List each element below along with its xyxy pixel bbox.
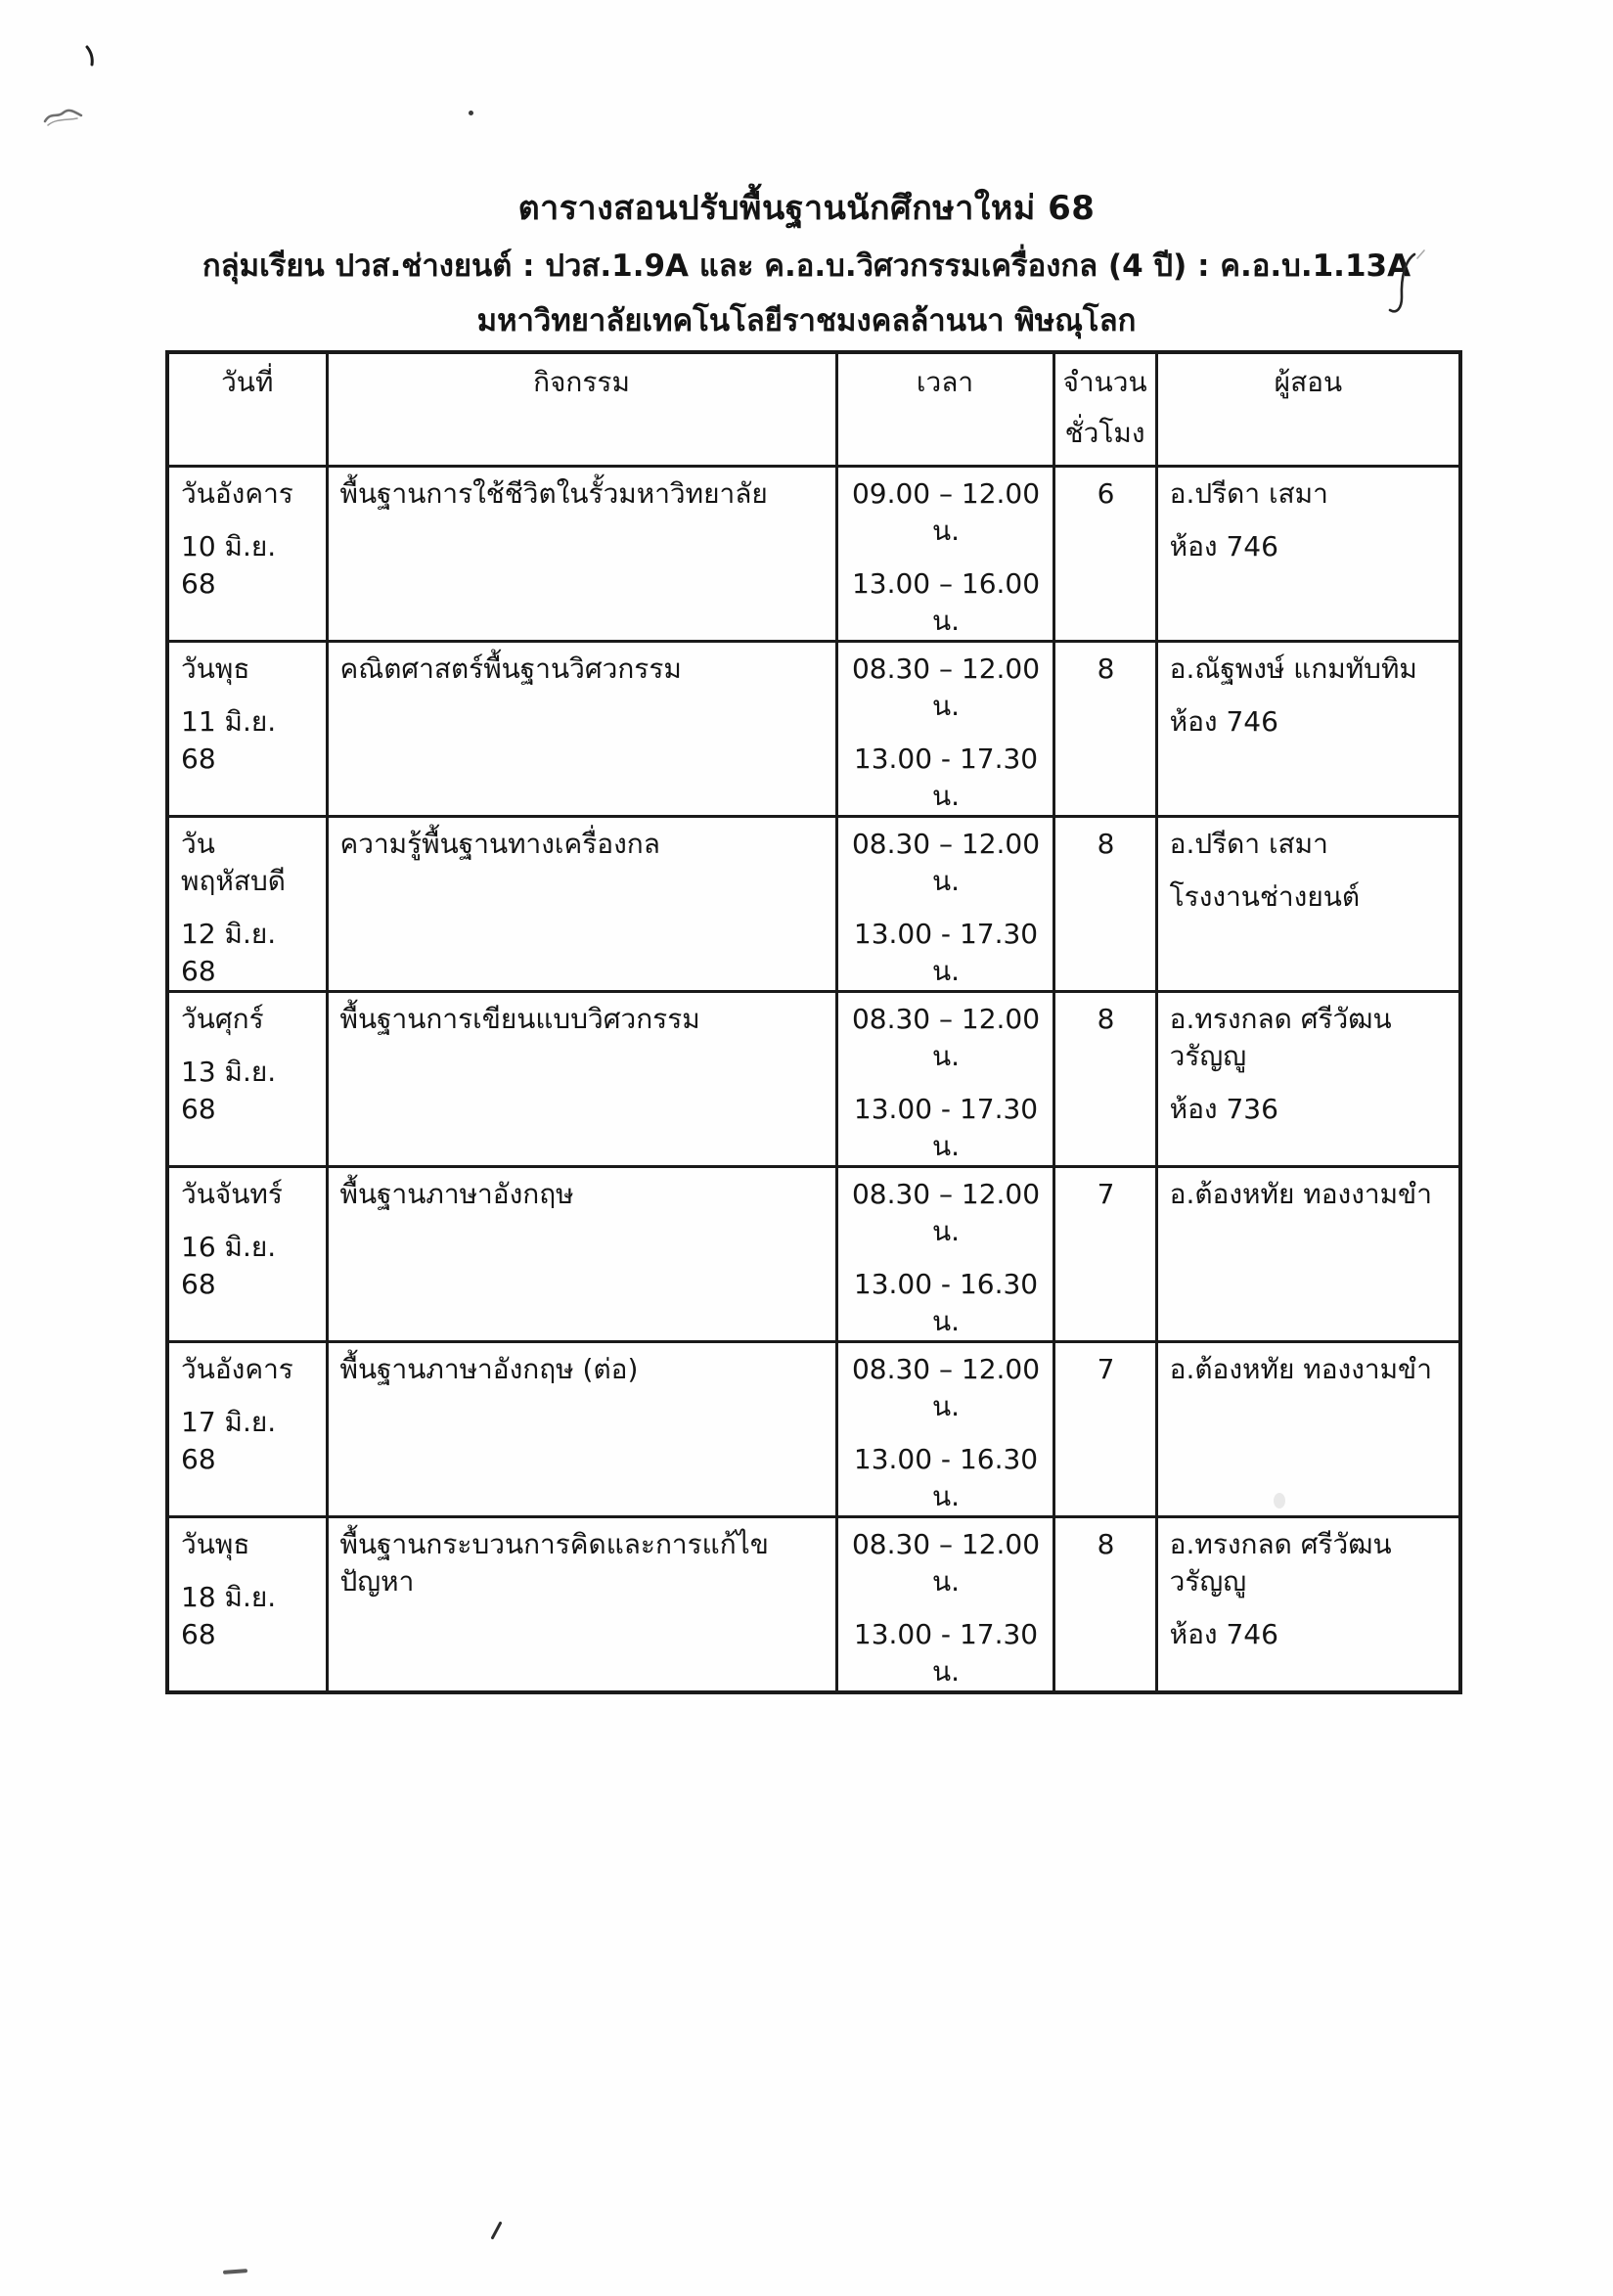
title-block bbox=[0, 186, 1613, 342]
cell-instructor bbox=[1156, 642, 1460, 817]
cell-hours bbox=[1053, 817, 1156, 992]
hours-value: 8 bbox=[1097, 653, 1115, 685]
cell-time bbox=[836, 467, 1053, 642]
cell-instructor bbox=[1156, 1342, 1460, 1517]
time-afternoon: 13.00 - 16.30 น. bbox=[853, 1443, 1039, 1512]
scan-pencil-squiggle-mark bbox=[43, 106, 84, 131]
time-morning: 08.30 – 12.00 น. bbox=[851, 1003, 1041, 1072]
table-row bbox=[167, 642, 1460, 817]
instructor-name: อ.ณัฐพงษ์ แกมทับทิม bbox=[1169, 653, 1417, 685]
cell-time bbox=[836, 992, 1053, 1167]
time-morning: 08.30 – 12.00 น. bbox=[851, 1528, 1041, 1598]
header-instructor bbox=[1156, 352, 1460, 467]
cell-activity bbox=[327, 642, 836, 817]
time-morning: 09.00 – 12.00 น. bbox=[851, 477, 1041, 547]
instructor-name: อ.ต้องหทัย ทองงามขำ bbox=[1169, 1178, 1432, 1210]
day-name: วันศุกร์ bbox=[181, 1003, 264, 1035]
day-name: วันพุธ bbox=[181, 1528, 250, 1560]
cell-time bbox=[836, 1167, 1053, 1342]
activity-name: พื้นฐานกระบวนการคิดและการแก้ไขปัญหา bbox=[339, 1528, 769, 1598]
time-afternoon: 13.00 – 16.00 น. bbox=[851, 567, 1041, 637]
instructor-name: อ.ปรีดา เสมา bbox=[1169, 828, 1328, 860]
table-row bbox=[167, 467, 1460, 642]
day-name: วันอังคาร bbox=[181, 1353, 293, 1385]
cell-time bbox=[836, 1342, 1053, 1517]
room-value: ห้อง 746 bbox=[1169, 705, 1278, 738]
cell-date bbox=[167, 1342, 327, 1517]
header-activity-label: กิจกรรม bbox=[533, 366, 630, 398]
cell-instructor bbox=[1156, 1517, 1460, 1693]
cell-activity bbox=[327, 467, 836, 642]
header-hours-line1: จำนวน bbox=[1062, 366, 1147, 398]
schedule-table bbox=[165, 350, 1462, 1694]
day-name: วันพฤหัสบดี bbox=[181, 828, 286, 897]
hours-value: 6 bbox=[1097, 477, 1115, 510]
header-time bbox=[836, 352, 1053, 467]
date-value: 10 มิ.ย. 68 bbox=[181, 530, 277, 600]
table-row bbox=[167, 1342, 1460, 1517]
activity-name: คณิตศาสตร์พื้นฐานวิศวกรรม bbox=[339, 653, 682, 685]
cell-activity bbox=[327, 817, 836, 992]
table-body bbox=[167, 467, 1460, 1693]
room-value: โรงงานช่างยนต์ bbox=[1169, 880, 1361, 913]
scan-diagonal-mark bbox=[490, 2221, 502, 2239]
header-date bbox=[167, 352, 327, 467]
time-afternoon: 13.00 - 17.30 น. bbox=[853, 918, 1039, 987]
class-group-line: กลุ่มเรียน ปวส.ช่างยนต์ : ปวส.1.9A และ ค.อ.บ.วิศวกรรมเครื่องกล (4 ปี) : ค.อ.บ.1.13A bbox=[202, 248, 1411, 284]
cell-activity bbox=[327, 992, 836, 1167]
date-value: 16 มิ.ย. 68 bbox=[181, 1231, 277, 1300]
cell-time bbox=[836, 1517, 1053, 1693]
header-instructor-label: ผู้สอน bbox=[1274, 366, 1343, 398]
cell-date bbox=[167, 467, 327, 642]
cell-hours bbox=[1053, 1517, 1156, 1693]
time-morning: 08.30 – 12.00 น. bbox=[851, 1178, 1041, 1247]
hours-value: 7 bbox=[1097, 1178, 1115, 1210]
cell-hours bbox=[1053, 992, 1156, 1167]
activity-name: พื้นฐานการใช้ชีวิตในรั้วมหาวิทยาลัย bbox=[339, 477, 768, 510]
time-afternoon: 13.00 - 17.30 น. bbox=[853, 743, 1039, 812]
date-value: 11 มิ.ย. 68 bbox=[181, 705, 277, 775]
time-morning: 08.30 – 12.00 น. bbox=[851, 1353, 1041, 1422]
time-afternoon: 13.00 - 17.30 น. bbox=[853, 1093, 1039, 1162]
hours-value: 7 bbox=[1097, 1353, 1115, 1385]
header-activity bbox=[327, 352, 836, 467]
hours-value: 8 bbox=[1097, 828, 1115, 860]
hours-value: 8 bbox=[1097, 1528, 1115, 1560]
room-value: ห้อง 736 bbox=[1169, 1093, 1278, 1125]
table-row bbox=[167, 1167, 1460, 1342]
scan-speck-dot bbox=[469, 111, 473, 115]
time-morning: 08.30 – 12.00 น. bbox=[851, 828, 1041, 897]
cell-instructor bbox=[1156, 1167, 1460, 1342]
table-header bbox=[167, 352, 1460, 467]
day-name: วันอังคาร bbox=[181, 477, 293, 510]
handwritten-check-stroke bbox=[1387, 247, 1428, 325]
table-row bbox=[167, 817, 1460, 992]
header-date-label: วันที่ bbox=[221, 366, 274, 398]
document-title: ตารางสอนปรับพื้นฐานนักศึกษาใหม่ 68 bbox=[517, 189, 1096, 228]
university-line: มหาวิทยาลัยเทคโนโลยีราชมงคลล้านนา พิษณุโลก bbox=[476, 303, 1137, 338]
table-row bbox=[167, 1517, 1460, 1693]
activity-name: พื้นฐานการเขียนแบบวิศวกรรม bbox=[339, 1003, 700, 1035]
cell-hours bbox=[1053, 467, 1156, 642]
cell-date bbox=[167, 1167, 327, 1342]
cell-instructor bbox=[1156, 817, 1460, 992]
time-morning: 08.30 – 12.00 น. bbox=[851, 653, 1041, 722]
cell-date bbox=[167, 992, 327, 1167]
day-name: วันจันทร์ bbox=[181, 1178, 283, 1210]
scan-ink-tick-mark bbox=[84, 45, 98, 68]
date-value: 18 มิ.ย. 68 bbox=[181, 1581, 277, 1650]
day-name: วันพุธ bbox=[181, 653, 250, 685]
activity-name: ความรู้พื้นฐานทางเครื่องกล bbox=[339, 828, 660, 860]
cell-activity bbox=[327, 1517, 836, 1693]
activity-name: พื้นฐานภาษาอังกฤษ bbox=[339, 1178, 574, 1210]
header-hours bbox=[1053, 352, 1156, 467]
room-value: ห้อง 746 bbox=[1169, 1618, 1278, 1650]
cell-hours bbox=[1053, 642, 1156, 817]
cell-instructor bbox=[1156, 992, 1460, 1167]
time-afternoon: 13.00 - 16.30 น. bbox=[853, 1268, 1039, 1337]
date-value: 13 มิ.ย. 68 bbox=[181, 1056, 277, 1125]
cell-date bbox=[167, 1517, 327, 1693]
header-row bbox=[167, 352, 1460, 467]
cell-time bbox=[836, 817, 1053, 992]
room-value: ห้อง 746 bbox=[1169, 530, 1278, 563]
cell-date bbox=[167, 817, 327, 992]
cell-activity bbox=[327, 1342, 836, 1517]
table-row bbox=[167, 992, 1460, 1167]
scan-faint-smudge bbox=[1274, 1493, 1285, 1508]
cell-instructor bbox=[1156, 467, 1460, 642]
instructor-name: อ.ทรงกลด ศรีวัฒนวรัญญู bbox=[1169, 1003, 1392, 1072]
instructor-name: อ.ต้องหทัย ทองงามขำ bbox=[1169, 1353, 1432, 1385]
header-time-label: เวลา bbox=[916, 366, 974, 398]
scan-dash-mark bbox=[223, 2269, 247, 2274]
cell-activity bbox=[327, 1167, 836, 1342]
time-afternoon: 13.00 - 17.30 น. bbox=[853, 1618, 1039, 1688]
cell-hours bbox=[1053, 1167, 1156, 1342]
cell-time bbox=[836, 642, 1053, 817]
instructor-name: อ.ทรงกลด ศรีวัฒนวรัญญู bbox=[1169, 1528, 1392, 1598]
date-value: 12 มิ.ย. 68 bbox=[181, 918, 277, 987]
activity-name: พื้นฐานภาษาอังกฤษ (ต่อ) bbox=[339, 1353, 639, 1385]
hours-value: 8 bbox=[1097, 1003, 1115, 1035]
instructor-name: อ.ปรีดา เสมา bbox=[1169, 477, 1328, 510]
cell-hours bbox=[1053, 1342, 1156, 1517]
cell-date bbox=[167, 642, 327, 817]
date-value: 17 มิ.ย. 68 bbox=[181, 1406, 277, 1475]
header-hours-line2: ชั่วโมง bbox=[1064, 417, 1145, 449]
